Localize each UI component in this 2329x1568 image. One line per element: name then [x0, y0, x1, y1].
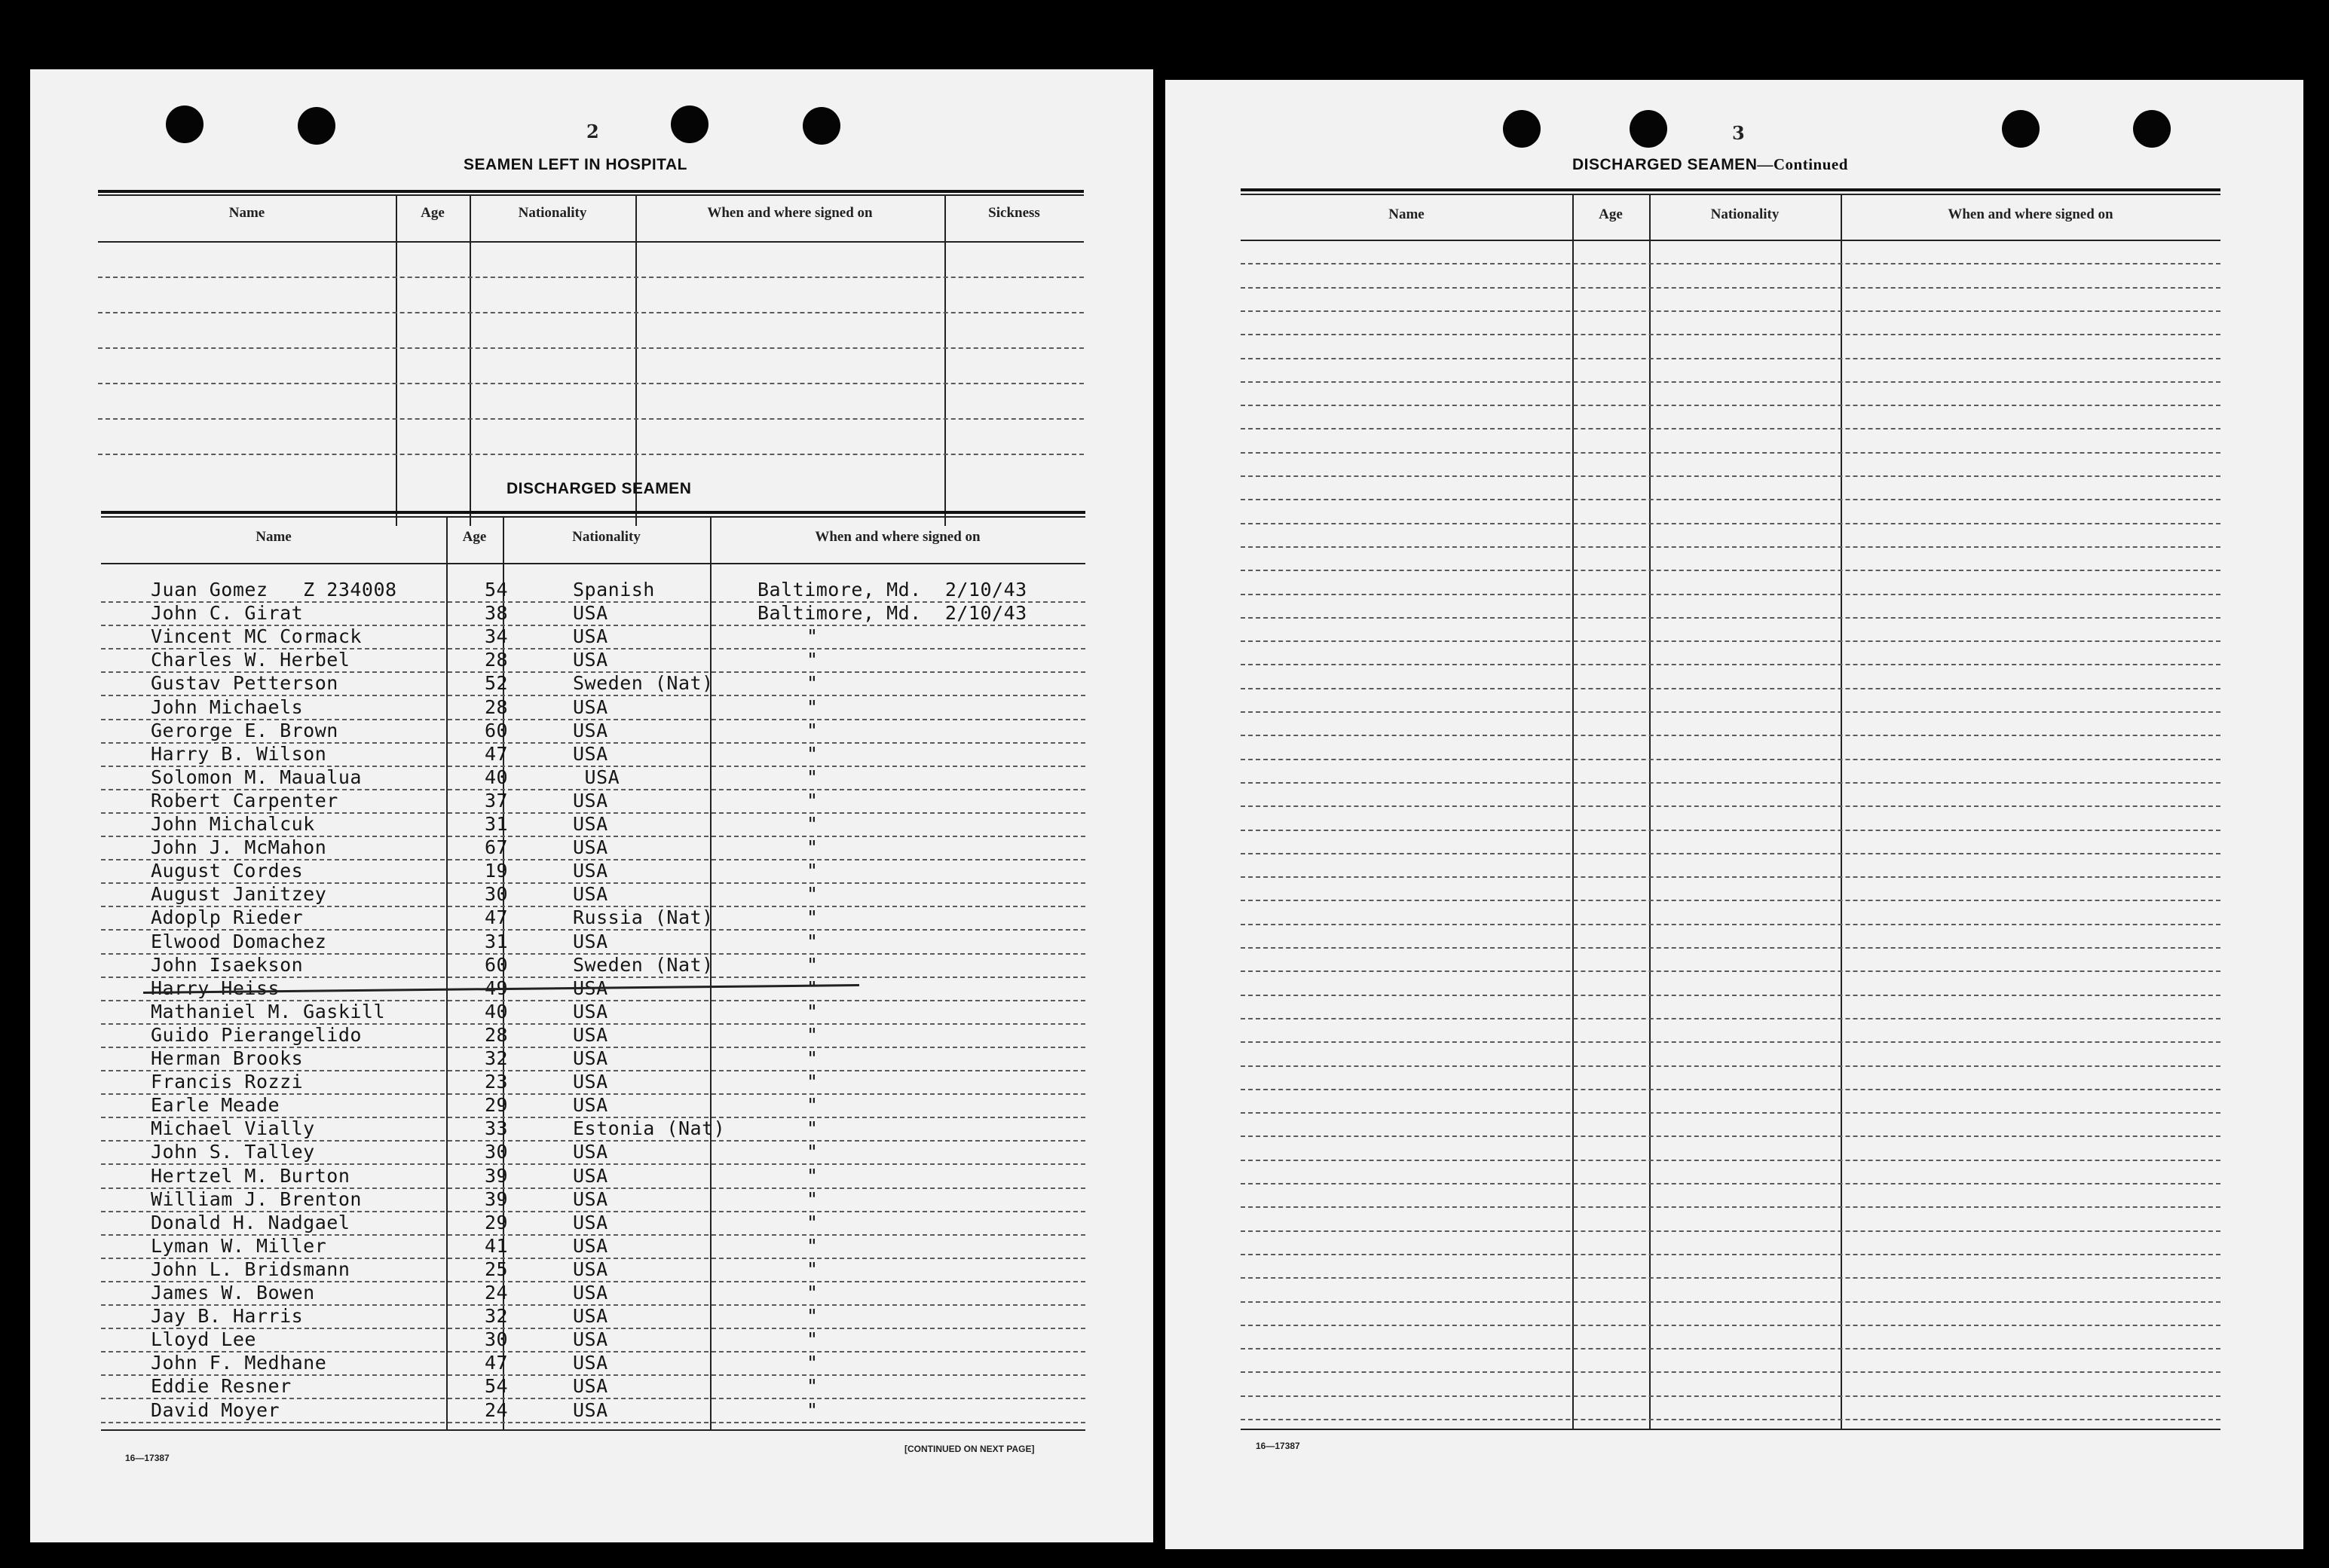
seaman-age: 47	[485, 1352, 509, 1374]
seaman-name: Harry B. Wilson	[151, 742, 327, 765]
ruled-line	[1241, 947, 2220, 949]
seaman-name: John S. Talley	[151, 1141, 315, 1163]
column-header: Age	[1599, 206, 1623, 222]
ruled-line	[1241, 711, 2220, 713]
seaman-age: 28	[485, 695, 509, 718]
ruled-line	[1241, 1112, 2220, 1114]
punch-hole	[671, 105, 708, 143]
ruled-line	[1241, 759, 2220, 760]
seaman-signed-on: "	[806, 1164, 819, 1187]
seaman-signed-on: "	[806, 1234, 819, 1257]
seaman-name: Donald H. Nadgael	[151, 1211, 350, 1233]
seaman-nationality: USA	[573, 742, 608, 765]
ruled-line	[1241, 358, 2220, 359]
ruled-line	[1241, 1230, 2220, 1232]
seaman-nationality: USA	[573, 1282, 608, 1304]
punch-hole	[2133, 110, 2171, 148]
column-header: When and where signed on	[707, 205, 873, 221]
seaman-age: 54	[485, 579, 509, 601]
ruled-line	[1241, 475, 2220, 477]
ruled-line	[1241, 688, 2220, 689]
seaman-nationality: USA	[573, 695, 608, 718]
seaman-nationality: USA	[573, 930, 608, 952]
ruled-line	[98, 383, 1084, 384]
ruled-line	[1241, 381, 2220, 383]
seaman-nationality: USA	[573, 1211, 608, 1233]
seaman-age: 38	[485, 602, 509, 625]
punch-hole	[166, 105, 204, 143]
column-header: Nationality	[518, 205, 587, 221]
seaman-nationality: USA	[573, 1023, 608, 1046]
seaman-age: 40	[485, 766, 509, 788]
ruled-line	[1241, 1371, 2220, 1373]
ruled-line	[1241, 805, 2220, 807]
seaman-signed-on: "	[806, 953, 819, 976]
ruled-line	[98, 277, 1084, 278]
column-divider	[1572, 194, 1574, 1429]
seaman-name: Adoplp Rieder	[151, 906, 304, 929]
seaman-nationality: USA	[573, 1047, 608, 1069]
ruled-line	[1241, 1206, 2220, 1208]
seaman-nationality: USA	[573, 1328, 608, 1351]
ruled-line	[1241, 523, 2220, 524]
seaman-age: 40	[485, 1000, 509, 1022]
seaman-age: 47	[485, 906, 509, 929]
seaman-nationality: Spanish	[573, 579, 655, 601]
ruled-line	[1241, 970, 2220, 972]
seaman-age: 30	[485, 1328, 509, 1351]
seaman-signed-on: "	[806, 1305, 819, 1328]
ruled-line	[98, 418, 1084, 420]
ruled-line	[1241, 1277, 2220, 1279]
ruled-line	[1241, 428, 2220, 429]
table-top-rule	[101, 516, 1085, 518]
column-header: Age	[421, 205, 445, 221]
seaman-age: 39	[485, 1164, 509, 1187]
seaman-age: 28	[485, 649, 509, 671]
column-divider	[446, 516, 448, 1429]
seaman-signed-on: "	[806, 1328, 819, 1351]
seaman-signed-on: "	[806, 625, 819, 648]
ruled-line	[1241, 1325, 2220, 1326]
seaman-age: 60	[485, 953, 509, 976]
column-divider	[635, 194, 637, 526]
ruled-line	[1241, 1136, 2220, 1137]
seaman-age: 24	[485, 1282, 509, 1304]
seaman-nationality: USA	[573, 1000, 608, 1022]
seaman-signed-on: "	[806, 742, 819, 765]
seaman-signed-on: "	[806, 789, 819, 812]
seaman-age: 54	[485, 1375, 509, 1398]
ruled-line	[1241, 782, 2220, 784]
seaman-age: 28	[485, 1023, 509, 1046]
seaman-nationality: USA	[573, 766, 620, 788]
seaman-name: David Moyer	[151, 1398, 280, 1421]
seaman-name: Mathaniel M. Gaskill	[151, 1000, 386, 1022]
seaman-signed-on: "	[806, 1282, 819, 1304]
seaman-nationality: USA	[573, 1398, 608, 1421]
punch-hole	[298, 107, 335, 145]
header-rule	[98, 241, 1084, 243]
column-divider	[1649, 194, 1651, 1429]
seaman-signed-on: "	[806, 766, 819, 788]
ruled-line	[1241, 1254, 2220, 1255]
seaman-nationality: USA	[573, 860, 608, 882]
discharged-continued-title	[1572, 155, 1848, 174]
seaman-age: 25	[485, 1258, 509, 1280]
ruled-line	[1241, 1419, 2220, 1420]
seaman-nationality: USA	[573, 649, 608, 671]
seaman-name: Lyman W. Miller	[151, 1234, 327, 1257]
title-main: DISCHARGED SEAMEN	[1572, 156, 1758, 173]
punch-hole	[2002, 110, 2040, 148]
seaman-name: John Isaekson	[151, 953, 304, 976]
form-number: 16—17387	[1256, 1441, 1300, 1451]
seaman-signed-on: "	[806, 930, 819, 952]
ruled-line	[1241, 287, 2220, 289]
seaman-signed-on: "	[806, 883, 819, 906]
table-top-rule	[98, 194, 1084, 196]
seaman-nationality: USA	[573, 883, 608, 906]
seaman-signed-on: "	[806, 1071, 819, 1093]
seaman-signed-on: "	[806, 719, 819, 741]
table-top-rule	[1241, 188, 2220, 191]
seaman-signed-on: "	[806, 1258, 819, 1280]
seaman-name: Gerorge E. Brown	[151, 719, 338, 741]
seaman-name: Guido Pierangelido	[151, 1023, 362, 1046]
seaman-age: 30	[485, 1141, 509, 1163]
seaman-name: Solomon M. Maualua	[151, 766, 362, 788]
column-header: Name	[228, 205, 265, 221]
seaman-age: 29	[485, 1094, 509, 1117]
seaman-nationality: USA	[573, 813, 608, 835]
header-rule	[101, 563, 1085, 564]
seaman-name: James W. Bowen	[151, 1282, 315, 1304]
seaman-signed-on: "	[806, 906, 819, 929]
seaman-signed-on: "	[806, 695, 819, 718]
seaman-nationality: USA	[573, 836, 608, 859]
seaman-signed-on: "	[806, 672, 819, 695]
ruled-line	[1241, 1065, 2220, 1067]
ruled-line	[1241, 1395, 2220, 1397]
seaman-nationality: USA	[573, 789, 608, 812]
seaman-signed-on: Baltimore, Md. 2/10/43	[757, 602, 1027, 625]
seaman-signed-on: "	[806, 1047, 819, 1069]
column-header: Sickness	[988, 205, 1040, 221]
ruled-line	[1241, 830, 2220, 831]
column-header: Name	[256, 529, 292, 545]
column-header: Nationality	[1710, 206, 1780, 222]
ruled-line	[1241, 1089, 2220, 1090]
ruled-line	[1241, 452, 2220, 454]
seaman-name: August Janitzey	[151, 883, 327, 906]
seaman-age: 34	[485, 625, 509, 648]
seaman-nationality: Russia (Nat)	[573, 906, 714, 929]
seaman-name: Elwood Domachez	[151, 930, 327, 952]
seaman-age: 31	[485, 930, 509, 952]
page-number: 3	[1732, 122, 1745, 144]
ruled-line	[1241, 900, 2220, 901]
seaman-nationality: USA	[573, 1305, 608, 1328]
ruled-line	[1241, 334, 2220, 335]
seaman-name: Jay B. Harris	[151, 1305, 304, 1328]
seaman-age: 24	[485, 1398, 509, 1421]
seaman-age: 29	[485, 1211, 509, 1233]
seaman-name: Herman Brooks	[151, 1047, 304, 1069]
seaman-nationality: USA	[573, 1094, 608, 1117]
seaman-nationality: USA	[573, 1234, 608, 1257]
seaman-nationality: USA	[573, 1375, 608, 1398]
ruled-line	[1241, 1041, 2220, 1043]
ruled-line	[1241, 499, 2220, 500]
seaman-signed-on: "	[806, 836, 819, 859]
ruled-line	[101, 1422, 1085, 1423]
seaman-name: Robert Carpenter	[151, 789, 338, 812]
column-header: When and where signed on	[1948, 206, 2113, 222]
seaman-name: Vincent MC Cormack	[151, 625, 362, 648]
seaman-nationality: USA	[573, 1164, 608, 1187]
discharged-section-title: DISCHARGED SEAMEN	[507, 480, 692, 497]
ruled-line	[1241, 546, 2220, 548]
seaman-age: 32	[485, 1047, 509, 1069]
seaman-name: Lloyd Lee	[151, 1328, 256, 1351]
seaman-name: Gustav Petterson	[151, 672, 338, 695]
table-bottom-rule	[1241, 1429, 2220, 1430]
seaman-age: 23	[485, 1071, 509, 1093]
continued-note: [CONTINUED ON NEXT PAGE]	[904, 1444, 1035, 1454]
column-header: Age	[462, 529, 487, 545]
seaman-signed-on: "	[806, 1094, 819, 1117]
ruled-line	[1241, 1348, 2220, 1349]
page-number: 2	[586, 121, 599, 142]
ruled-line	[98, 454, 1084, 455]
seaman-signed-on: "	[806, 977, 819, 999]
column-header: Nationality	[572, 529, 641, 545]
seaman-age: 30	[485, 883, 509, 906]
ruled-line	[1241, 664, 2220, 665]
form-number: 16—17387	[125, 1453, 170, 1463]
punch-hole	[1503, 110, 1541, 148]
ruled-line	[1241, 1018, 2220, 1019]
header-rule	[1241, 240, 2220, 241]
seaman-name: Charles W. Herbel	[151, 649, 350, 671]
seaman-signed-on: Baltimore, Md. 2/10/43	[757, 579, 1027, 601]
ruled-line	[1241, 570, 2220, 571]
seaman-age: 47	[485, 742, 509, 765]
seaman-signed-on: "	[806, 1141, 819, 1163]
seaman-age: 39	[485, 1187, 509, 1210]
seaman-nationality: Estonia (Nat)	[573, 1117, 726, 1140]
seaman-name: Michael Vially	[151, 1117, 315, 1140]
seaman-signed-on: "	[806, 1398, 819, 1421]
seaman-name: John Michalcuk	[151, 813, 315, 835]
seaman-nationality: USA	[573, 1258, 608, 1280]
ruled-line	[98, 347, 1084, 349]
seaman-nationality: Sweden (Nat)	[573, 953, 714, 976]
seaman-signed-on: "	[806, 1211, 819, 1233]
seaman-age: 32	[485, 1305, 509, 1328]
ruled-line	[1241, 924, 2220, 925]
seaman-nationality: USA	[573, 602, 608, 625]
seaman-signed-on: "	[806, 1187, 819, 1210]
seaman-nationality: USA	[573, 625, 608, 648]
ruled-line	[1241, 1183, 2220, 1184]
seaman-signed-on: "	[806, 1117, 819, 1140]
seaman-name: John F. Medhane	[151, 1352, 327, 1374]
seaman-nationality: USA	[573, 719, 608, 741]
seaman-nationality: USA	[573, 1071, 608, 1093]
column-divider	[944, 194, 946, 526]
column-header: When and where signed on	[815, 529, 981, 545]
ruled-line	[1241, 640, 2220, 642]
ruled-line	[1241, 853, 2220, 854]
seaman-age: 60	[485, 719, 509, 741]
seaman-age: 52	[485, 672, 509, 695]
ruled-line	[1241, 876, 2220, 878]
seaman-age: 33	[485, 1117, 509, 1140]
ruled-line	[1241, 735, 2220, 736]
punch-hole	[803, 107, 840, 145]
table-top-rule	[1241, 194, 2220, 195]
seaman-signed-on: "	[806, 1023, 819, 1046]
table-top-rule	[98, 190, 1084, 193]
hospital-section-title: SEAMEN LEFT IN HOSPITAL	[464, 156, 687, 173]
seaman-name: John L. Bridsmann	[151, 1258, 350, 1280]
seaman-age: 37	[485, 789, 509, 812]
seaman-name: Francis Rozzi	[151, 1071, 304, 1093]
table-bottom-rule	[101, 1429, 1085, 1431]
seaman-nationality: USA	[573, 1141, 608, 1163]
seaman-name: John Michaels	[151, 695, 304, 718]
seaman-signed-on: "	[806, 1375, 819, 1398]
column-header: Name	[1388, 206, 1425, 222]
ruled-line	[1241, 310, 2220, 312]
seaman-signed-on: "	[806, 1000, 819, 1022]
title-suffix: —Continued	[1757, 155, 1848, 173]
seaman-name: August Cordes	[151, 860, 304, 882]
seaman-name: Eddie Resner	[151, 1375, 292, 1398]
ruled-line	[98, 312, 1084, 313]
ruled-line	[1241, 594, 2220, 595]
seaman-signed-on: "	[806, 1352, 819, 1374]
column-divider	[1841, 194, 1842, 1429]
seaman-age: 19	[485, 860, 509, 882]
seaman-name: Harry Heiss	[151, 977, 280, 999]
seaman-name: William J. Brenton	[151, 1187, 362, 1210]
seaman-age: 31	[485, 813, 509, 835]
ruled-line	[1241, 1301, 2220, 1303]
ruled-line	[1241, 263, 2220, 264]
seaman-nationality: Sweden (Nat)	[573, 672, 714, 695]
ruled-line	[1241, 995, 2220, 996]
table-top-rule	[101, 511, 1085, 514]
ruled-line	[1241, 617, 2220, 619]
seaman-name: Juan Gomez Z 234008	[151, 579, 397, 601]
ruled-line	[1241, 1160, 2220, 1161]
ruled-line	[1241, 405, 2220, 406]
seaman-age: 67	[485, 836, 509, 859]
seaman-name: John C. Girat	[151, 602, 304, 625]
seaman-signed-on: "	[806, 813, 819, 835]
column-divider	[396, 194, 397, 526]
punch-hole	[1630, 110, 1667, 148]
column-divider	[470, 194, 471, 526]
right-page	[1165, 80, 2303, 1549]
seaman-signed-on: "	[806, 860, 819, 882]
seaman-name: Earle Meade	[151, 1094, 280, 1117]
seaman-nationality: USA	[573, 1352, 608, 1374]
seaman-name: John J. McMahon	[151, 836, 327, 859]
left-page	[30, 69, 1153, 1542]
seaman-name: Hertzel M. Burton	[151, 1164, 350, 1187]
seaman-age: 41	[485, 1234, 509, 1257]
seaman-signed-on: "	[806, 649, 819, 671]
seaman-nationality: USA	[573, 1187, 608, 1210]
